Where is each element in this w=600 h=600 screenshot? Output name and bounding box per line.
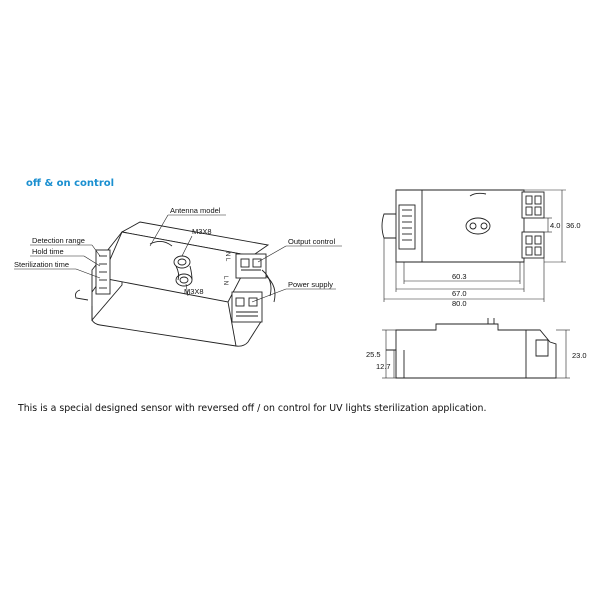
dim-80-0: 80.0 [452, 299, 467, 308]
top-view-body [382, 190, 544, 262]
dim-23-0: 23.0 [572, 351, 587, 360]
label-antenna-model: Antenna model [170, 206, 221, 215]
label-hold-time: Hold time [32, 247, 64, 256]
dim-36-0: 36.0 [566, 221, 581, 230]
label-m3x8-bottom: M3X8 [184, 287, 204, 296]
caption-text: This is a special designed sensor with reversed off / on control for UV lights sterilization application. [18, 403, 487, 414]
dim-67-0: 67.0 [452, 289, 467, 298]
label-output-control: Output control [288, 237, 336, 246]
label-sterilization-time: Sterilization time [14, 260, 70, 269]
dim-25-5: 25.5 [366, 350, 381, 359]
label-l-n: L N [222, 276, 228, 286]
section-heading: off & on control [26, 178, 115, 189]
iso-sensor-body [76, 222, 276, 346]
label-detection-range: Detection range [32, 236, 85, 245]
dim-12-7: 12.7 [376, 362, 391, 371]
label-m3x8-top: M3X8 [192, 227, 212, 236]
label-power-supply: Power supply [288, 280, 334, 289]
side-view-body [386, 318, 556, 378]
label-n-l: N L [224, 252, 230, 262]
dim-4-0: 4.0 [550, 221, 561, 230]
dim-60-3: 60.3 [452, 272, 467, 281]
